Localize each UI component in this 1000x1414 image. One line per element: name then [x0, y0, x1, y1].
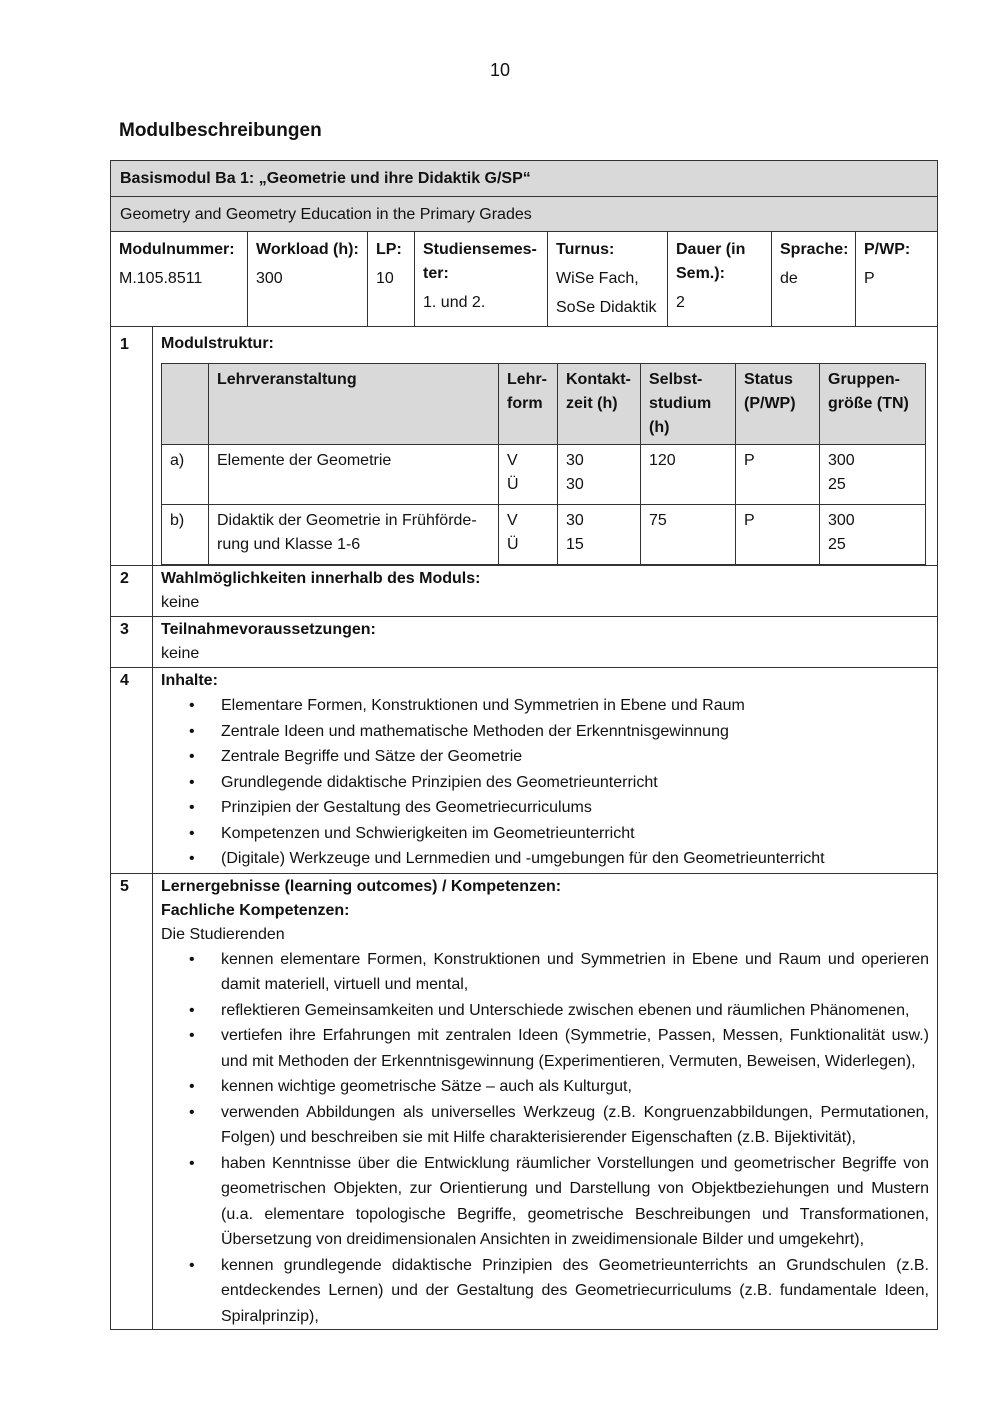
- course-table-header: [162, 364, 926, 445]
- page-number: 10: [489, 60, 511, 80]
- row-modulstruktur: [111, 327, 937, 566]
- row-body: [153, 327, 937, 565]
- course-id: b): [162, 505, 209, 565]
- meta-value: 2: [676, 294, 685, 311]
- row-subheading: Fachliche Kompetenzen:: [161, 901, 350, 919]
- list-item: • verwenden Abbildungen als universelles Werkzeug (z.B. Kongruenzabbildungen, Permutationen, Folgen) und beschreiben sie mit Hilfe charakterisierender Eigenschaften (z.B. Bijektivität),: [213, 1100, 929, 1151]
- meta-pwp: [856, 232, 937, 326]
- course-lehrform: V Ü: [499, 445, 558, 505]
- meta-value: 10: [376, 270, 394, 287]
- row-number: 4: [111, 668, 153, 873]
- meta-label: Turnus:: [556, 241, 615, 258]
- row-wahlmoeglichkeiten: [111, 566, 937, 617]
- course-row-b: [162, 505, 926, 565]
- row-heading: Modulstruktur:: [161, 335, 274, 352]
- row-heading: Inhalte:: [161, 672, 218, 689]
- row-lernergebnisse: [111, 874, 937, 1330]
- module-subtitle: Geometry and Geometry Education in the Primary Grades: [111, 197, 937, 232]
- list-item: • kennen grundlegende didaktische Prinzipien des Geometrieunterrichts an Grundschulen (z.B. entdeckendes Lernen) und der Gestaltung des Geometriecurriculums (z.B. fundamentale Ideen, Spiralprinzip),: [213, 1253, 929, 1330]
- row-heading: Wahlmöglichkeiten innerhalb des Moduls:: [161, 570, 481, 587]
- row-body: [153, 668, 937, 873]
- list-item: • kennen elementare Formen, Konstruktionen und Symmetrien in Ebene und Raum und operieren damit materiell, virtuell und mental,: [213, 947, 929, 998]
- section-heading: Modulbeschreibungen: [119, 120, 322, 141]
- header-empty: [162, 364, 209, 445]
- meta-label: Studiensemes-: [423, 241, 537, 258]
- meta-value: de: [780, 270, 798, 287]
- meta-label: Sprache:: [780, 241, 849, 258]
- list-item: • haben Kenntnisse über die Entwicklung räumlicher Vorstellungen und geometrischer Begriffe von geometrischen Objekten, zur Orientierung und Darstellung von Objektbeziehungen und Mustern (u.a. elementare topologische Begriffe, geometrische Beschreibungen und Transformationen, Übersetzung von dreidimensionalen Ansichten in zweidimensionale Bilder und umgekehrt),: [213, 1151, 929, 1253]
- row-number: 5: [111, 874, 153, 1330]
- meta-label: LP:: [376, 241, 402, 258]
- meta-value: SoSe Didaktik: [556, 299, 657, 316]
- row-text: keine: [161, 645, 200, 662]
- course-table: [161, 363, 926, 565]
- header-lehrform: Lehr- form: [499, 364, 558, 445]
- course-name: Didaktik der Geometrie in Frühförde- rung und Klasse 1-6: [209, 505, 499, 565]
- row-heading: Lernergebnisse (learning outcomes) / Kompetenzen:: [161, 877, 562, 895]
- meta-lp: [368, 232, 415, 326]
- row-number: 1: [111, 327, 153, 565]
- content-list: [161, 693, 929, 872]
- meta-label: P/WP:: [864, 241, 911, 258]
- header-lehrveranstaltung: Lehrveranstaltung: [209, 364, 499, 445]
- row-intro: Die Studierenden: [161, 925, 285, 943]
- meta-label: Modulnummer:: [119, 241, 235, 258]
- course-status: P: [736, 445, 820, 505]
- meta-dauer: [668, 232, 772, 326]
- outcome-list: [161, 947, 929, 1330]
- meta-value: M.105.8511: [119, 270, 203, 287]
- module-meta-row: [111, 232, 937, 327]
- list-item: • Prinzipien der Gestaltung des Geometriecurriculums: [213, 795, 929, 821]
- module-title: Basismodul Ba 1: „Geometrie und ihre Didaktik G/SP“: [111, 161, 937, 197]
- course-row-a: [162, 445, 926, 505]
- meta-label: Sem.):: [676, 265, 725, 282]
- course-gruppengroesse: 300 25: [820, 445, 926, 505]
- meta-label: Dauer (in: [676, 241, 746, 258]
- meta-value: 1. und 2.: [423, 294, 486, 311]
- meta-semester: [415, 232, 548, 326]
- row-number: 2: [111, 566, 153, 616]
- list-item: • Elementare Formen, Konstruktionen und Symmetrien in Ebene und Raum: [213, 693, 929, 719]
- header-selbststudium: Selbst- studium (h): [641, 364, 736, 445]
- row-body: [153, 566, 937, 616]
- course-id: a): [162, 445, 209, 505]
- row-teilnahmevoraussetzungen: [111, 617, 937, 668]
- row-text: keine: [161, 594, 200, 611]
- meta-label: Workload (h):: [256, 241, 359, 258]
- list-item: • vertiefen ihre Erfahrungen mit zentralen Ideen (Symmetrie, Passen, Messen, Funktionalität usw.) und mit Methoden der Erkenntnisgewinnung (Experimentieren, Vermuten, Beweisen, Widerlegen),: [213, 1023, 929, 1074]
- row-inhalte: [111, 668, 937, 874]
- header-gruppengroesse: Gruppen- größe (TN): [820, 364, 926, 445]
- meta-value: P: [864, 270, 875, 287]
- meta-workload: [248, 232, 368, 326]
- meta-modulnummer: [111, 232, 248, 326]
- list-item: • (Digitale) Werkzeuge und Lernmedien und -umgebungen für den Geometrieunterricht: [213, 846, 929, 872]
- row-heading: Teilnahmevoraussetzungen:: [161, 621, 376, 638]
- course-gruppengroesse: 300 25: [820, 505, 926, 565]
- meta-value: WiSe Fach,: [556, 270, 639, 287]
- course-name: Elemente der Geometrie: [209, 445, 499, 505]
- row-body: [153, 617, 937, 667]
- row-body: [153, 874, 937, 1330]
- list-item: • Zentrale Ideen und mathematische Methoden der Erkenntnisgewinnung: [213, 719, 929, 745]
- list-item: • Grundlegende didaktische Prinzipien des Geometrieunterricht: [213, 770, 929, 796]
- course-kontaktzeit: 30 15: [558, 505, 641, 565]
- list-item: • reflektieren Gemeinsamkeiten und Unterschiede zwischen ebenen und räumlichen Phänomenen,: [213, 998, 929, 1024]
- header-kontaktzeit: Kontakt- zeit (h): [558, 364, 641, 445]
- module-table: [110, 160, 938, 1330]
- list-item: • Zentrale Begriffe und Sätze der Geometrie: [213, 744, 929, 770]
- list-item: • kennen wichtige geometrische Sätze – auch als Kulturgut,: [213, 1074, 929, 1100]
- row-number: 3: [111, 617, 153, 667]
- meta-value: 300: [256, 270, 283, 287]
- course-kontaktzeit: 30 30: [558, 445, 641, 505]
- meta-turnus: [548, 232, 668, 326]
- list-item: • Kompetenzen und Schwierigkeiten im Geometrieunterricht: [213, 821, 929, 847]
- course-selbststudium: 120: [641, 445, 736, 505]
- meta-label: ter:: [423, 265, 449, 282]
- course-selbststudium: 75: [641, 505, 736, 565]
- course-status: P: [736, 505, 820, 565]
- header-status: Status (P/WP): [736, 364, 820, 445]
- course-lehrform: V Ü: [499, 505, 558, 565]
- meta-sprache: [772, 232, 856, 326]
